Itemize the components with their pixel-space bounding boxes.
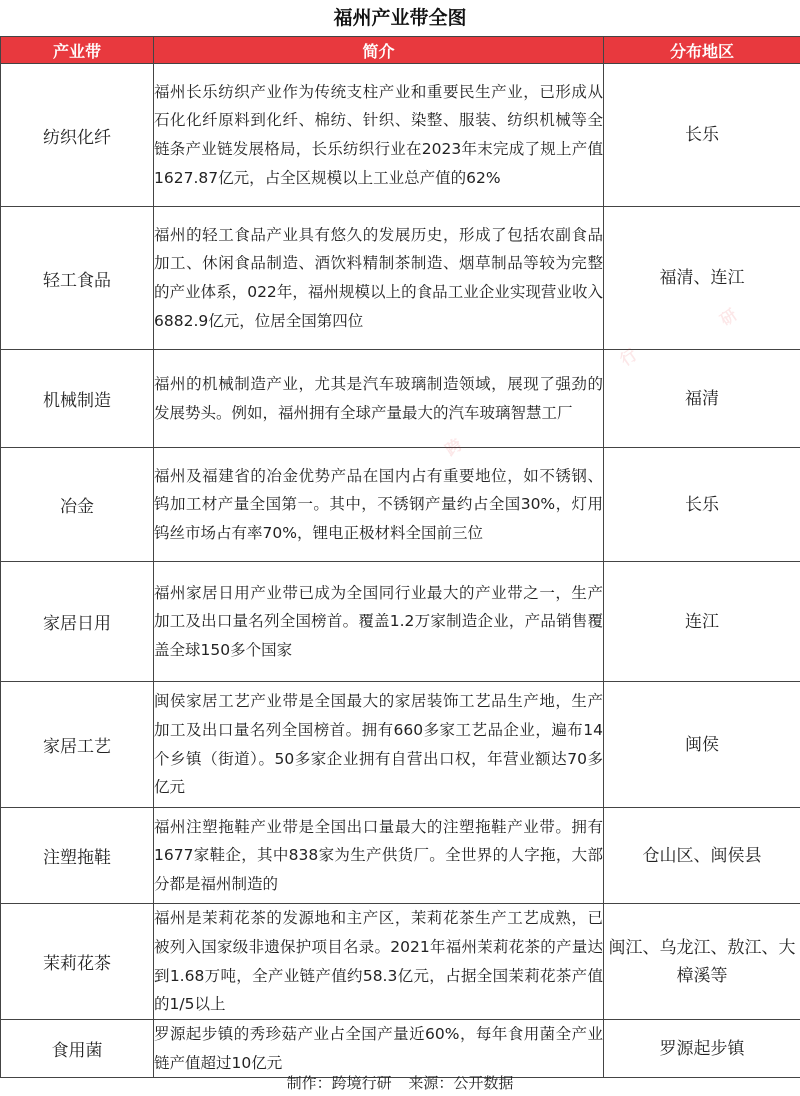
table-row	[1, 904, 800, 1020]
industry-name: 家居工艺	[1, 682, 154, 808]
industry-region: 福清、连江	[604, 207, 800, 350]
column-header-industry: 产业带	[1, 37, 154, 64]
industry-name: 机械制造	[1, 350, 154, 448]
industry-description: 福州的轻工食品产业具有悠久的发展历史，形成了包括农副食品加工、休闲食品制造、酒饮料精制茶制造、烟草制品等较为完整的产业体系，022年，福州规模以上的食品工业企业实现营业收入6882.9亿元，位居全国第四位	[154, 207, 604, 350]
footer-made-by: 制作：跨境行研	[286, 1074, 392, 1092]
industry-name: 食用菌	[1, 1020, 154, 1078]
industry-description: 福州长乐纺织产业作为传统支柱产业和重要民生产业，已形成从石化化纤原料到化纤、棉纺、针织、染整、服装、纺织机械等全链条产业链发展格局，长乐纺织行业在2023年末完成了规上产值1627.87亿元，占全区规模以上工业总产值的62%	[154, 64, 604, 207]
industry-name: 注塑拖鞋	[1, 808, 154, 904]
watermark-mark: 行	[616, 344, 641, 370]
industry-region: 闽侯	[604, 682, 800, 808]
industry-name: 轻工食品	[1, 207, 154, 350]
industry-region: 连江	[604, 562, 800, 682]
industry-description: 福州家居日用产业带已成为全国同行业最大的产业带之一，生产加工及出口量名列全国榜首。覆盖1.2万家制造企业，产品销售覆盖全球150多个国家	[154, 562, 604, 682]
column-header-description: 简介	[154, 37, 604, 64]
watermark-mark: 研	[716, 304, 741, 330]
table-row	[1, 448, 800, 562]
industry-table	[0, 36, 800, 1078]
footer-source: 来源：公开数据	[408, 1074, 514, 1092]
industry-region: 长乐	[604, 64, 800, 207]
table-row	[1, 350, 800, 448]
industry-region: 长乐	[604, 448, 800, 562]
industry-description: 福州注塑拖鞋产业带是全国出口量最大的注塑拖鞋产业带。拥有1677家鞋企，其中838家为生产供货厂。全世界的人字拖，大部分都是福州制造的	[154, 808, 604, 904]
table-header-row	[1, 37, 800, 64]
industry-name: 茉莉花茶	[1, 904, 154, 1020]
industry-description: 福州是茉莉花茶的发源地和主产区，茉莉花茶生产工艺成熟，已被列入国家级非遗保护项目名录。2021年福州茉莉花茶的产量达到1.68万吨，全产业链产值约58.3亿元，占据全国茉莉花茶产值的1/5以上	[154, 904, 604, 1020]
page-title: 福州产业带全图	[333, 7, 467, 29]
industry-name: 冶金	[1, 448, 154, 562]
industry-description: 罗源起步镇的秀珍菇产业占全国产量近60%，每年食用菌全产业链产值超过10亿元	[154, 1020, 604, 1078]
industry-region: 闽江、乌龙江、敖江、大樟溪等	[604, 904, 800, 1020]
table-row	[1, 1020, 800, 1078]
industry-name: 纺织化纤	[1, 64, 154, 207]
industry-description: 福州及福建省的冶金优势产品在国内占有重要地位，如不锈钢、钨加工材产量全国第一。其中，不锈钢产量约占全国30%，灯用钨丝市场占有率70%，锂电正极材料全国前三位	[154, 448, 604, 562]
industry-region: 罗源起步镇	[604, 1020, 800, 1078]
table-row	[1, 64, 800, 207]
industry-description: 福州的机械制造产业，尤其是汽车玻璃制造领域，展现了强劲的发展势头。例如，福州拥有全球产量最大的汽车玻璃智慧工厂	[154, 350, 604, 448]
industry-name: 家居日用	[1, 562, 154, 682]
industry-region: 仓山区、闽侯县	[604, 808, 800, 904]
table-row	[1, 207, 800, 350]
watermark-mark: 跨	[441, 434, 466, 460]
industry-description: 闽侯家居工艺产业带是全国最大的家居装饰工艺品生产地，生产加工及出口量名列全国榜首。拥有660多家工艺品企业，遍布14个乡镇（街道）。50多家企业拥有自营出口权，年营业额达70多亿元	[154, 682, 604, 808]
table-row	[1, 682, 800, 808]
table-row	[1, 808, 800, 904]
page-footer	[0, 1070, 800, 1096]
industry-region: 福清	[604, 350, 800, 448]
column-header-region: 分布地区	[604, 37, 800, 64]
table-row	[1, 562, 800, 682]
